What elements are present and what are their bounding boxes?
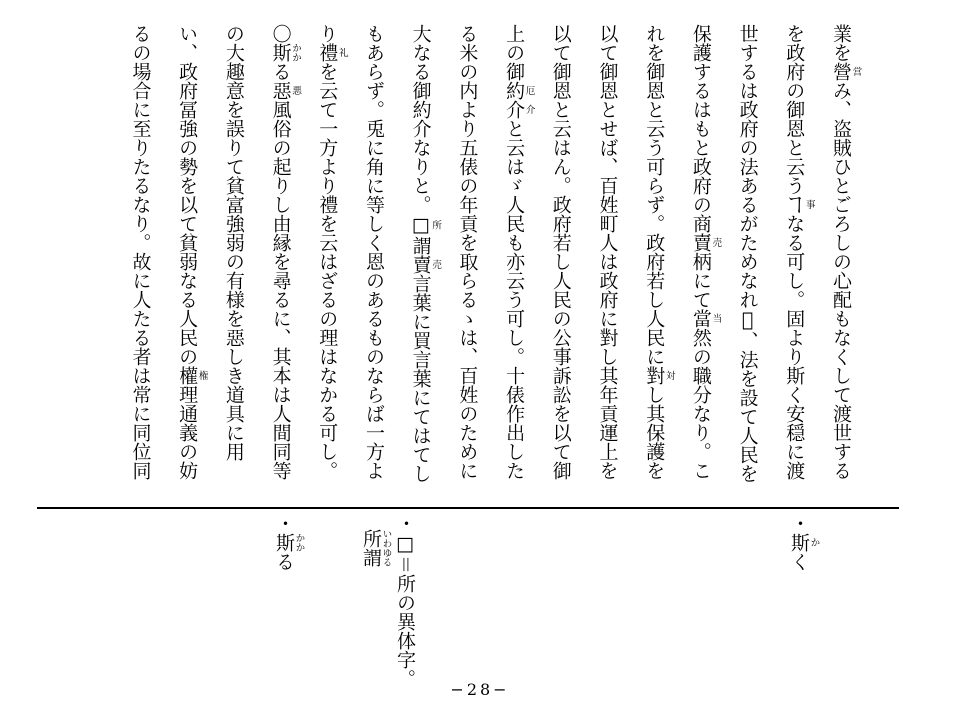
text-column-11: もあらず。兎に角に等しく恩のあるものならば一方よ: [362, 24, 385, 480]
text-column-15: い、政府冨強の勢を以て貧弱なる人民の權権理通義の妨: [176, 24, 208, 480]
footnote-text: ・斯かく: [788, 514, 820, 571]
text-column-16: るの場合に至りたるなり。故に人たる者は常に同位同: [129, 24, 152, 480]
page-number: −28−: [450, 680, 510, 699]
footnote-kaku: [777, 514, 819, 699]
footnote-divider-line: [37, 507, 899, 509]
text-column-9: る米の内より五俵の年貢を取らるゝは、百姓のために: [456, 24, 479, 480]
text-column-5: れを御恩と云う可らず。政府若し人民に對対し其保護を: [643, 24, 675, 480]
footnote-itaiji: [361, 514, 419, 699]
text-column-13: 〇斯かかる惡悪風俗の起りし由縁を尋るに、其本は人間同等: [269, 24, 302, 480]
footnote-text: ・□＝所の異体字。: [394, 514, 416, 689]
text-column-4: 保護するはもと政府の商賣売柄にて當当然の職分なり。こ: [689, 24, 722, 480]
text-column-12: り禮礼を云て一方より禮を云はざるの理はなかる可し。: [316, 24, 348, 480]
footnote-kakaru: [262, 514, 304, 699]
text-column-10: 大なる御約介なりと。□所謂賣売言葉に買言葉にてはてし: [409, 24, 442, 483]
footnote-text: ・斯かかる: [273, 514, 305, 571]
text-column-7: 以て御恩と云はん。政府若し人民の公事訴訟を以て御: [549, 24, 572, 480]
main-text: [116, 24, 864, 502]
text-column-3: 世するは政府の法あるがためなれ𪜈、法を設て人民を: [736, 24, 759, 483]
footnote-companion-text: 所謂いわゆる: [360, 529, 392, 567]
text-column-8: 上の御約厄介介と云はゞ人民も亦云う可し。十俵作出した: [503, 24, 535, 480]
text-column-2: を政府の御恩と云うヿ事なる可し。固より斯く安穏に渡: [783, 24, 815, 480]
text-column-1: 業を營営み、盗賊ひとごろしの心配もなくして渡世する: [830, 24, 862, 480]
text-column-14: の大趣意を誤りて貧富強弱の有様を惡しき道具に用: [222, 24, 245, 461]
text-column-6: 以て御恩とせば、百姓町人は政府に對し其年貢運上を: [596, 24, 619, 480]
